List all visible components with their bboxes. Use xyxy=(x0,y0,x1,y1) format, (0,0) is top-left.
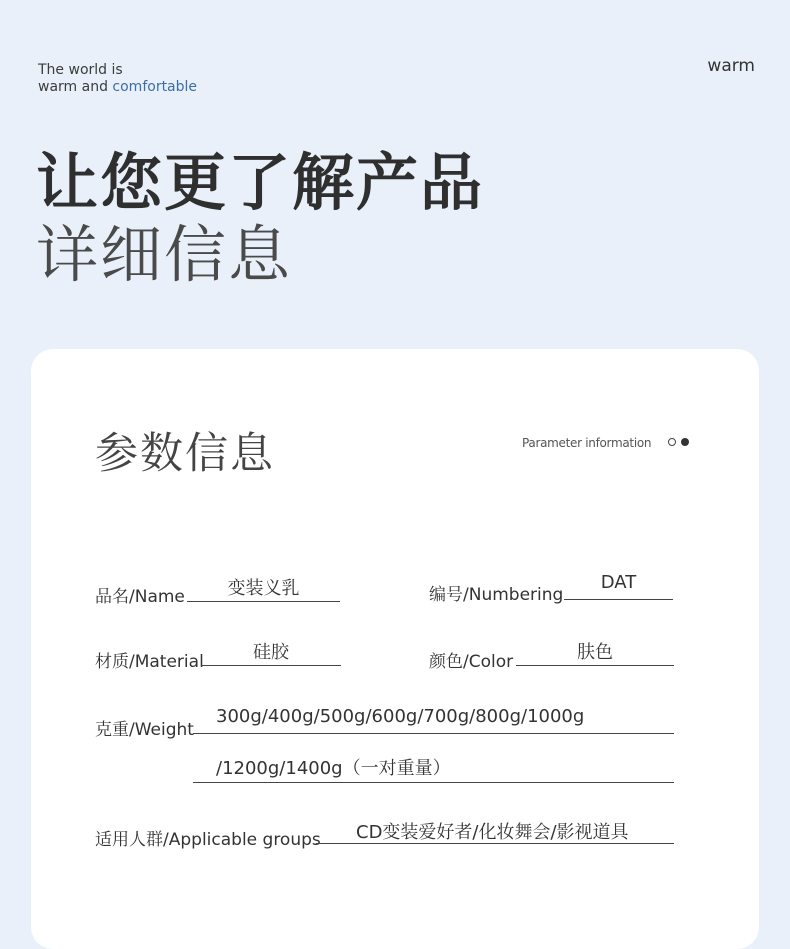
name-underline xyxy=(187,601,340,602)
tagline-plain: warm and xyxy=(38,79,113,95)
dot-inactive xyxy=(668,438,676,446)
dot-active xyxy=(681,438,689,446)
numbering-underline xyxy=(564,599,673,600)
tagline xyxy=(38,62,197,96)
weight-value-line1: 300g/400g/500g/600g/700g/800g/1000g xyxy=(216,706,585,727)
tagline-line2 xyxy=(38,79,197,96)
name-label: 品名/Name xyxy=(95,587,185,607)
weight-label: 克重/Weight xyxy=(95,720,194,740)
weight-underline-1 xyxy=(193,733,674,734)
material-label: 材质/Material xyxy=(95,652,204,672)
groups-value: CD变装爱好者/化妆舞会/影视道具 xyxy=(356,822,629,843)
headline: 让您更了解产品 xyxy=(36,146,485,219)
weight-underline-2 xyxy=(193,782,674,783)
section-subtitle: Parameter information xyxy=(522,436,652,450)
corner-word: warm xyxy=(707,56,755,76)
numbering-value: DAT xyxy=(600,572,637,593)
tagline-accent: comfortable xyxy=(112,79,198,95)
tagline-line1: The world is xyxy=(38,62,123,78)
color-underline xyxy=(516,665,674,666)
name-value: 变装义乳 xyxy=(227,578,300,599)
subheadline: 详细信息 xyxy=(36,218,293,291)
pagination-dots xyxy=(668,438,689,446)
color-value: 肤色 xyxy=(577,642,613,663)
material-underline xyxy=(201,665,341,666)
groups-label: 适用人群/Applicable groups xyxy=(95,830,321,850)
weight-value-line2: /1200g/1400g（一对重量） xyxy=(216,758,451,779)
section-title: 参数信息 xyxy=(95,429,275,479)
parameter-card xyxy=(31,349,759,949)
color-label: 颜色/Color xyxy=(429,652,514,672)
numbering-label: 编号/Numbering xyxy=(429,585,564,605)
material-value: 硅胶 xyxy=(253,642,289,663)
